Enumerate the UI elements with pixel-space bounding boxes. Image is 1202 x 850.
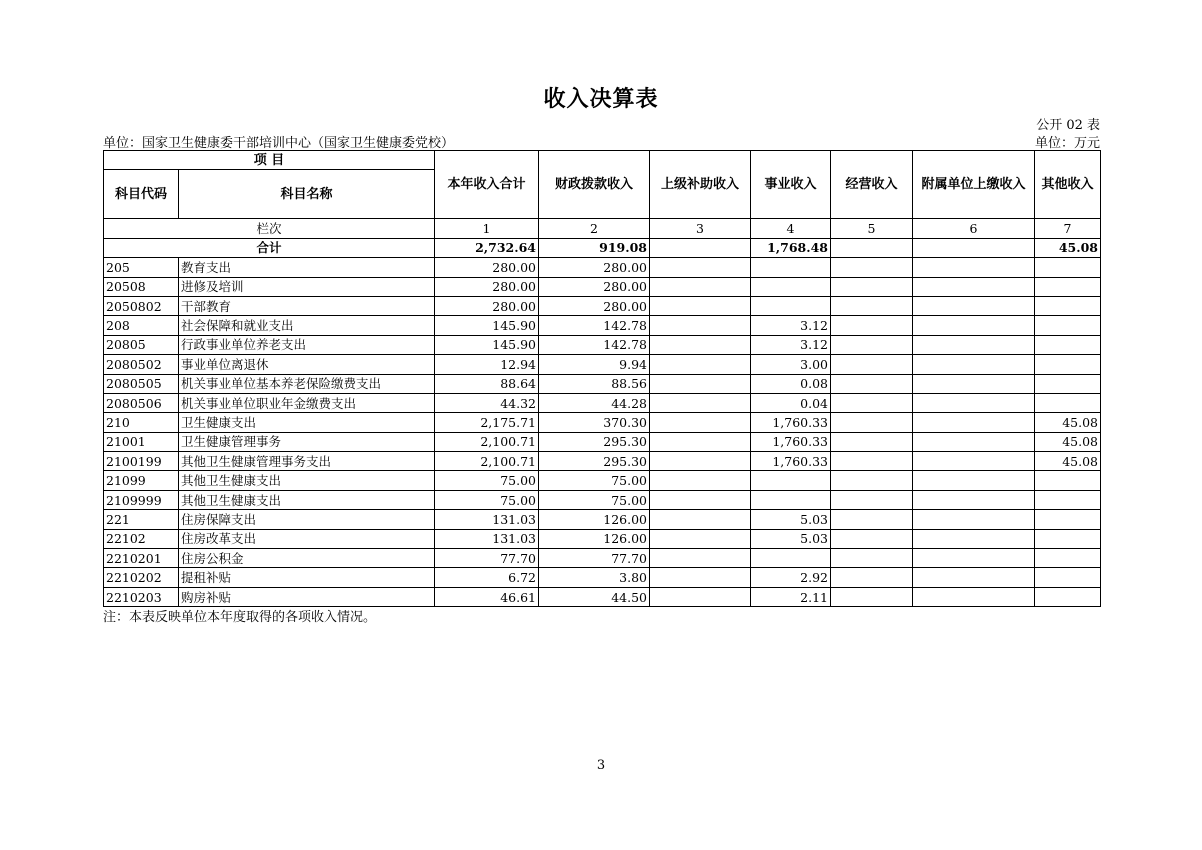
table-note: 注：本表反映单位本年度取得的各项收入情况。 — [103, 610, 377, 625]
subject-code: 21099 — [104, 471, 179, 490]
amount-cell — [1035, 529, 1101, 548]
amount-cell — [650, 413, 751, 432]
amount-cell — [831, 549, 913, 568]
header-name: 科目名称 — [179, 170, 435, 219]
amount-cell — [831, 510, 913, 529]
amount-cell — [650, 510, 751, 529]
amount-cell — [650, 432, 751, 451]
amount-cell — [913, 529, 1035, 548]
header-other: 其他收入 — [1035, 151, 1101, 219]
table-row — [104, 393, 1101, 412]
amount-cell — [650, 277, 751, 296]
column-index-1: 1 — [435, 219, 539, 238]
table-row — [104, 471, 1101, 490]
subject-code: 208 — [104, 316, 179, 335]
amount-cell — [1035, 335, 1101, 354]
amount-cell — [913, 316, 1035, 335]
amount-cell — [913, 355, 1035, 374]
header-total: 本年收入合计 — [435, 151, 539, 219]
page-title: 收入决算表 — [543, 87, 659, 112]
table-row — [104, 549, 1101, 568]
amount-cell: 280.00 — [435, 258, 539, 277]
subject-code: 2080506 — [104, 393, 179, 412]
amount-cell — [1035, 316, 1101, 335]
amount-cell: 370.30 — [539, 413, 650, 432]
amount-cell: 88.64 — [435, 374, 539, 393]
amount-cell: 45.08 — [1035, 413, 1101, 432]
table-row — [104, 316, 1101, 335]
subject-name: 其他卫生健康支出 — [179, 490, 435, 509]
amount-cell — [831, 296, 913, 315]
amount-cell: 12.94 — [435, 355, 539, 374]
amount-cell — [650, 471, 751, 490]
amount-cell: 75.00 — [539, 490, 650, 509]
amount-cell — [913, 296, 1035, 315]
table-row — [104, 277, 1101, 296]
amount-cell — [913, 413, 1035, 432]
amount-cell — [913, 374, 1035, 393]
table-body — [104, 151, 1101, 607]
amount-cell: 131.03 — [435, 529, 539, 548]
amount-cell: 77.70 — [539, 549, 650, 568]
subject-name: 卫生健康支出 — [179, 413, 435, 432]
amount-cell — [650, 568, 751, 587]
reporting-unit: 单位：国家卫生健康委干部培训中心（国家卫生健康委党校） — [103, 136, 455, 151]
amount-cell: 0.08 — [751, 374, 831, 393]
amount-cell: 44.28 — [539, 393, 650, 412]
subject-name: 住房改革支出 — [179, 529, 435, 548]
amount-cell: 9.94 — [539, 355, 650, 374]
amount-cell — [1035, 374, 1101, 393]
subject-name: 社会保障和就业支出 — [179, 316, 435, 335]
subject-code: 221 — [104, 510, 179, 529]
income-table — [103, 150, 1101, 607]
amount-cell — [831, 316, 913, 335]
amount-cell: 2.11 — [751, 587, 831, 606]
column-index-2: 2 — [539, 219, 650, 238]
subject-name: 教育支出 — [179, 258, 435, 277]
amount-cell — [831, 258, 913, 277]
page-number: 3 — [596, 758, 606, 773]
amount-cell — [913, 549, 1035, 568]
subject-name: 住房公积金 — [179, 549, 435, 568]
form-number: 公开 02 表 — [1036, 118, 1100, 133]
header-affiliated: 附属单位上缴收入 — [913, 151, 1035, 219]
amount-cell — [913, 510, 1035, 529]
amount-cell: 280.00 — [539, 296, 650, 315]
total-value — [831, 238, 913, 257]
table-row — [104, 452, 1101, 471]
amount-cell — [650, 393, 751, 412]
amount-cell — [751, 490, 831, 509]
amount-cell — [831, 393, 913, 412]
table-row — [104, 490, 1101, 509]
amount-cell: 45.08 — [1035, 432, 1101, 451]
column-index-6: 6 — [913, 219, 1035, 238]
amount-cell: 75.00 — [539, 471, 650, 490]
subject-name: 提租补贴 — [179, 568, 435, 587]
amount-cell — [751, 258, 831, 277]
amount-cell — [831, 277, 913, 296]
amount-cell — [913, 471, 1035, 490]
column-index-5: 5 — [831, 219, 913, 238]
total-value: 2,732.64 — [435, 238, 539, 257]
subject-code: 210 — [104, 413, 179, 432]
amount-cell — [650, 316, 751, 335]
amount-cell: 142.78 — [539, 335, 650, 354]
amount-cell — [913, 452, 1035, 471]
header-superior: 上级补助收入 — [650, 151, 751, 219]
subject-code: 22102 — [104, 529, 179, 548]
amount-cell — [650, 374, 751, 393]
table-row — [104, 529, 1101, 548]
amount-cell — [831, 587, 913, 606]
subject-code: 2109999 — [104, 490, 179, 509]
amount-cell — [831, 335, 913, 354]
table-row — [104, 374, 1101, 393]
subject-name: 住房保障支出 — [179, 510, 435, 529]
subject-code: 2080505 — [104, 374, 179, 393]
amount-cell: 5.03 — [751, 529, 831, 548]
header-operating: 经营收入 — [831, 151, 913, 219]
subject-name: 机关事业单位职业年金缴费支出 — [179, 393, 435, 412]
amount-cell: 2.92 — [751, 568, 831, 587]
amount-cell: 126.00 — [539, 510, 650, 529]
subject-name: 事业单位离退休 — [179, 355, 435, 374]
amount-cell: 1,760.33 — [751, 413, 831, 432]
column-index-7: 7 — [1035, 219, 1101, 238]
amount-cell: 6.72 — [435, 568, 539, 587]
total-value: 1,768.48 — [751, 238, 831, 257]
amount-cell: 46.61 — [435, 587, 539, 606]
subject-code: 2050802 — [104, 296, 179, 315]
amount-cell: 75.00 — [435, 490, 539, 509]
amount-cell: 142.78 — [539, 316, 650, 335]
subject-code: 2210202 — [104, 568, 179, 587]
amount-cell — [650, 587, 751, 606]
amount-cell: 2,100.71 — [435, 452, 539, 471]
amount-cell — [1035, 549, 1101, 568]
amount-cell — [913, 432, 1035, 451]
header-business: 事业收入 — [751, 151, 831, 219]
subject-code: 2080502 — [104, 355, 179, 374]
subject-code: 2210203 — [104, 587, 179, 606]
table-row — [104, 568, 1101, 587]
header-code: 科目代码 — [104, 170, 179, 219]
amount-cell: 0.04 — [751, 393, 831, 412]
amount-cell — [650, 490, 751, 509]
subject-name: 进修及培训 — [179, 277, 435, 296]
amount-cell — [913, 277, 1035, 296]
amount-cell — [831, 452, 913, 471]
amount-cell — [831, 568, 913, 587]
table-row — [104, 355, 1101, 374]
total-row — [104, 238, 1101, 257]
amount-cell — [913, 258, 1035, 277]
amount-cell — [913, 490, 1035, 509]
amount-cell — [650, 452, 751, 471]
amount-cell — [650, 335, 751, 354]
amount-cell — [751, 296, 831, 315]
column-index-4: 4 — [751, 219, 831, 238]
amount-cell: 145.90 — [435, 316, 539, 335]
header-row-1 — [104, 151, 1101, 170]
amount-cell: 145.90 — [435, 335, 539, 354]
amount-cell — [1035, 568, 1101, 587]
total-value: 45.08 — [1035, 238, 1101, 257]
amount-cell: 44.32 — [435, 393, 539, 412]
table-row — [104, 413, 1101, 432]
amount-cell — [650, 258, 751, 277]
amount-cell — [831, 432, 913, 451]
subject-code: 20805 — [104, 335, 179, 354]
subject-name: 其他卫生健康支出 — [179, 471, 435, 490]
amount-cell: 280.00 — [539, 277, 650, 296]
subject-code: 2210201 — [104, 549, 179, 568]
amount-cell: 280.00 — [539, 258, 650, 277]
amount-cell: 131.03 — [435, 510, 539, 529]
amount-cell — [650, 355, 751, 374]
column-index-row — [104, 219, 1101, 238]
amount-cell: 44.50 — [539, 587, 650, 606]
amount-cell — [1035, 510, 1101, 529]
amount-cell: 1,760.33 — [751, 432, 831, 451]
total-value — [913, 238, 1035, 257]
amount-cell: 77.70 — [435, 549, 539, 568]
amount-cell: 295.30 — [539, 452, 650, 471]
amount-cell — [650, 529, 751, 548]
subject-name: 购房补贴 — [179, 587, 435, 606]
subject-code: 2100199 — [104, 452, 179, 471]
amount-cell: 3.12 — [751, 335, 831, 354]
column-index-label: 栏次 — [104, 219, 435, 238]
subject-code: 205 — [104, 258, 179, 277]
amount-cell: 88.56 — [539, 374, 650, 393]
currency-unit: 单位：万元 — [1034, 136, 1100, 151]
amount-cell — [831, 529, 913, 548]
amount-cell: 126.00 — [539, 529, 650, 548]
amount-cell — [913, 335, 1035, 354]
amount-cell — [751, 277, 831, 296]
subject-name: 机关事业单位基本养老保险缴费支出 — [179, 374, 435, 393]
header-item: 项 目 — [104, 151, 435, 170]
column-index-3: 3 — [650, 219, 751, 238]
amount-cell: 3.00 — [751, 355, 831, 374]
amount-cell: 295.30 — [539, 432, 650, 451]
amount-cell — [1035, 393, 1101, 412]
subject-name: 干部教育 — [179, 296, 435, 315]
subject-code: 21001 — [104, 432, 179, 451]
amount-cell — [751, 471, 831, 490]
amount-cell — [831, 413, 913, 432]
amount-cell — [1035, 277, 1101, 296]
subject-name: 其他卫生健康管理事务支出 — [179, 452, 435, 471]
amount-cell: 5.03 — [751, 510, 831, 529]
amount-cell — [1035, 258, 1101, 277]
total-label: 合计 — [104, 238, 435, 257]
amount-cell — [1035, 490, 1101, 509]
amount-cell — [1035, 587, 1101, 606]
amount-cell — [913, 393, 1035, 412]
amount-cell: 75.00 — [435, 471, 539, 490]
table-row — [104, 335, 1101, 354]
header-fiscal: 财政拨款收入 — [539, 151, 650, 219]
amount-cell — [650, 549, 751, 568]
subject-name: 行政事业单位养老支出 — [179, 335, 435, 354]
amount-cell: 3.80 — [539, 568, 650, 587]
subject-name: 卫生健康管理事务 — [179, 432, 435, 451]
amount-cell — [831, 490, 913, 509]
amount-cell: 3.12 — [751, 316, 831, 335]
subject-code: 20508 — [104, 277, 179, 296]
table-row — [104, 587, 1101, 606]
table-row — [104, 296, 1101, 315]
total-value: 919.08 — [539, 238, 650, 257]
amount-cell — [751, 549, 831, 568]
amount-cell — [913, 587, 1035, 606]
total-value — [650, 238, 751, 257]
table-row — [104, 432, 1101, 451]
amount-cell — [831, 355, 913, 374]
amount-cell — [831, 374, 913, 393]
amount-cell: 45.08 — [1035, 452, 1101, 471]
amount-cell: 280.00 — [435, 296, 539, 315]
table-row — [104, 258, 1101, 277]
table-row — [104, 510, 1101, 529]
amount-cell: 2,100.71 — [435, 432, 539, 451]
amount-cell — [831, 471, 913, 490]
amount-cell — [1035, 296, 1101, 315]
amount-cell — [1035, 471, 1101, 490]
amount-cell: 1,760.33 — [751, 452, 831, 471]
amount-cell — [1035, 355, 1101, 374]
amount-cell: 280.00 — [435, 277, 539, 296]
amount-cell — [650, 296, 751, 315]
amount-cell — [913, 568, 1035, 587]
amount-cell: 2,175.71 — [435, 413, 539, 432]
